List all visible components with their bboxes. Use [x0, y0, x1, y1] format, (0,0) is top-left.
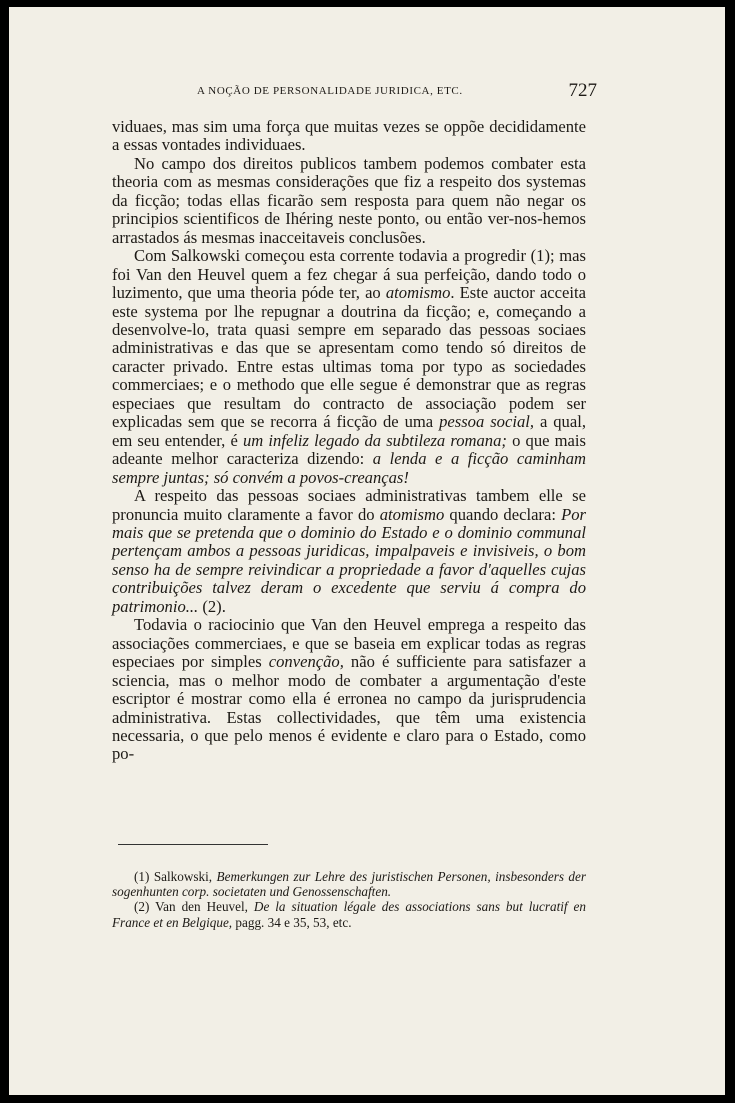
- italic-text-run: atomismo: [385, 283, 451, 303]
- book-page: [9, 7, 725, 1095]
- main-text: [112, 118, 586, 764]
- footnote-divider: [118, 844, 268, 845]
- paragraph: [112, 616, 586, 764]
- italic-text-run: um infeliz legado da subtileza romana;: [243, 430, 507, 450]
- page-number: 727: [568, 80, 597, 101]
- text-run: quando declara:: [444, 504, 562, 524]
- paragraph: [112, 118, 586, 155]
- text-run: (2).: [198, 596, 226, 616]
- text-run: viduaes, mas sim uma força que muitas vezes se oppõe decididamente a essas vontades individuaes.: [112, 117, 586, 155]
- text-run: não é sufficiente para satisfazer a sciencia, mas o melhor modo de combater a argumentação d'este escriptor é mostrar como ella é erronea no campo da jurisprudencia administrativa. Estas collectividades, que têm uma existencia necessaria, o que pelo menos é evidente e claro para o Estado, como po-: [112, 652, 586, 764]
- italic-text-run: atomismo: [379, 504, 445, 524]
- italic-text-run: convenção,: [268, 652, 344, 672]
- text-run: Todavia o raciocinio que Van den Heuvel emprega a respeito das associações commerciaes, e que se baseia em explicar todas as regras especiaes por simples: [112, 615, 586, 672]
- text-run: (1) Salkowski,: [134, 869, 217, 884]
- text-run: pagg. 34 e 35, 53, etc.: [232, 914, 352, 930]
- text-run: A respeito das pessoas sociaes administrativas tambem elle se pronuncia muito claramente a favor do: [112, 486, 586, 524]
- text-run: o que mais adeante melhor caracteriza dizendo:: [112, 430, 586, 469]
- text-run: (2) Van den Heuvel,: [134, 899, 254, 915]
- paragraph: [112, 487, 586, 616]
- text-run: No campo dos direitos publicos tambem podemos combater esta theoria com as mesmas considerações que fiz a respeito dos systemas da ficção; todas ellas ficarão sem resposta para quem não negar os principios scientificos de Ihéring neste ponto, ou então ver-nos-hemos arrastados ás mesmas inacceitaveis conclusões.: [112, 153, 586, 247]
- text-run: Com Salkowski começou esta corrente todavia a progredir (1); mas foi Van den Heuvel quem a fez chegar á sua perfeição, dando todo o luzimento, que uma theoria póde ter, ao: [112, 246, 586, 303]
- italic-text-run: Bemerkungen zur Lehre des juristischen Personen, insbesonders der sogenhunten corp. societaten und Genossenschaften.: [112, 869, 586, 900]
- running-title: A NOÇÃO DE PERSONALIDADE JURIDICA, ETC.: [197, 85, 463, 97]
- italic-text-run: De la situation légale des associations sans but lucratif en France et en Belgique,: [112, 899, 586, 930]
- text-run: a qual, em seu entender, é: [112, 412, 586, 450]
- paragraph: [112, 247, 586, 487]
- italic-text-run: a lenda e a ficção caminham sempre juntas; só convém a povos-creanças!: [112, 449, 586, 487]
- footnote: [112, 869, 586, 899]
- page-header: [197, 80, 597, 102]
- italic-text-run: pessoa social,: [439, 412, 535, 432]
- footnote: [112, 899, 586, 929]
- footnotes: [112, 869, 586, 930]
- text-run: . Este auctor acceita este systema por lhe repugnar a doutrina da ficção; e, começando a desenvolve-lo, trata quasi sempre em separado das pessoas sociaes administrativas e das que se apresentam como tendo só direitos de caracter privado. Entre estas ultimas toma por typo as sociedades commerciaes; e o methodo que elle segue é demonstrar que as regras especiaes que resultam do contracto de associação podem ser explicadas sem que se recorra á ficção de uma: [112, 283, 586, 432]
- paragraph: [112, 155, 586, 247]
- italic-text-run: Por mais que se pretenda que o dominio do Estado e o dominio communal pertençam ambos a pessoas juridicas, impalpaveis e invisiveis, o bom senso ha de sempre reivindicar a propriedade a favor d'aquelles cujas contribuições talvez deram o excedente que serviu á compra do patrimonio...: [112, 504, 586, 616]
